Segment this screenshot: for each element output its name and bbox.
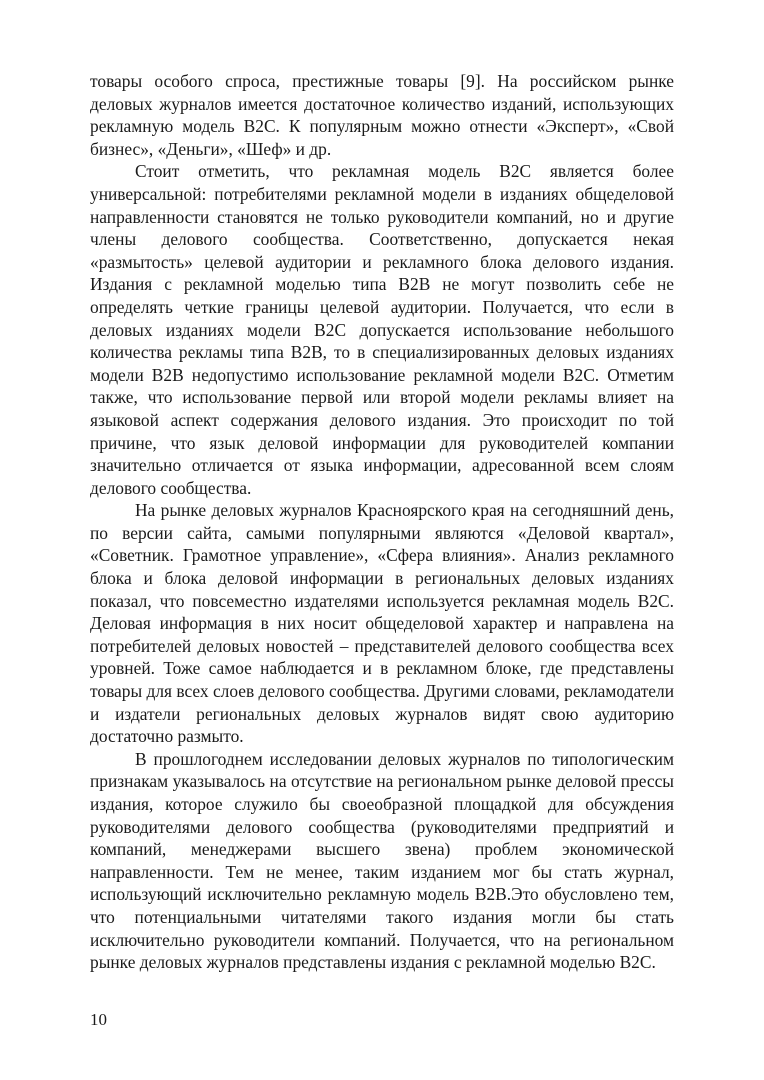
page-number: 10 bbox=[90, 1010, 107, 1029]
paragraph-1: товары особого спроса, престижные товары [9]. На российском рынке деловых журналов имеется достаточное количество изданий, использующих рекламную модель В2С. К популярным можно отнести «Эксперт», «Свой бизнес», «Деньги», «Шеф» и др. bbox=[90, 71, 674, 159]
body-text bbox=[90, 70, 674, 974]
paragraph-3: На рынке деловых журналов Красноярского края на сегодняшний день, по версии сайта, самыми популярными являются «Деловой квартал», «Советник. Грамотное управление», «Сфера влияния». Анализ рекламного блока и блока деловой информации в региональных деловых изданиях показал, что повсеместно издателями используется рекламная модель В2С. Деловая информация в них носит общеделовой характер и направлена на потребителей деловых новостей – представителей делового сообщества всех уровней. Тоже самое наблюдается и в рекламном блоке, где представлены товары для всех слоев делового сообщества. Другими словами, рекламодатели и издатели региональных деловых журналов видят свою аудиторию достаточно размыто. bbox=[90, 500, 675, 747]
paragraph-2: Стоит отметить, что рекламная модель В2С является более универсальной: потребителями рекламной модели в изданиях общеделовой направленности становятся не только руководители компаний, но и другие члены делового сообщества. Соответственно, допускается некая «размытость» целевой аудитории и рекламного блока делового издания. Издания с рекламной моделью типа В2В не могут позволить себе не определять четкие границы целевой аудитории. Получается, что если в деловых изданиях модели В2С допускается использование небольшого количества рекламы типа В2В, то в специализированных деловых изданиях модели В2В недопустимо использование рекламной модели В2С. Отметим также, что использование первой или второй модели рекламы влияет на языковой аспект содержания делового издания. Это происходит по той причине, что язык деловой информации для руководителей компании значительно отличается от языка информации, адресованной всем слоям делового сообщества. bbox=[90, 161, 674, 498]
paragraph-4: В прошлогоднем исследовании деловых журналов по типологическим признакам указывалось на отсутствие на региональном рынке деловой прессы издания, которое служило бы своеобразной площадкой для обсуждения руководителями делового сообщества (руководителями предприятий и компаний, менеджерами высшего звена) проблем экономической направленности. Тем не менее, таким изданием мог бы стать журнал, использующий исключительно рекламную модель В2В.Это обусловлено тем, что потенциальными читателями такого издания могли бы стать исключительно руководители компаний. Получается, что на региональном рынке деловых журналов представлены издания с рекламной моделью В2С. bbox=[90, 748, 674, 973]
